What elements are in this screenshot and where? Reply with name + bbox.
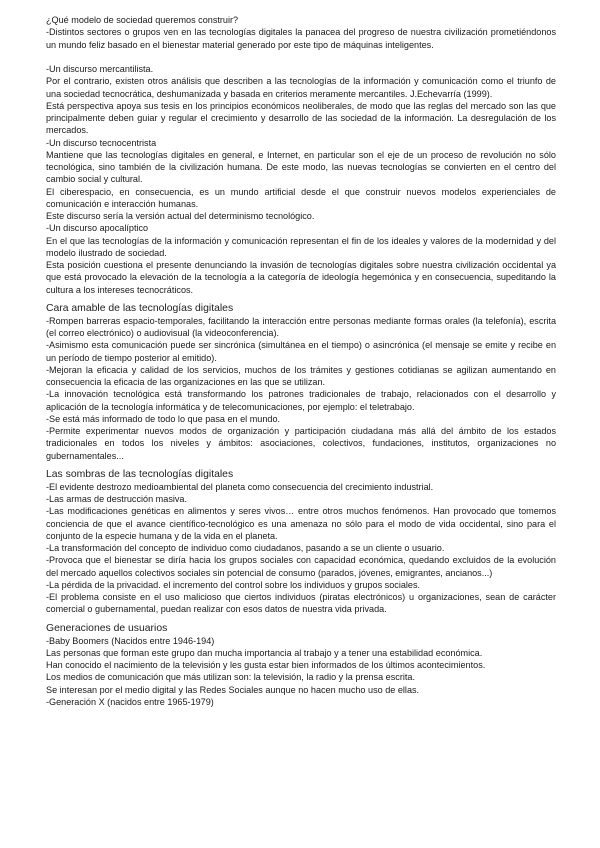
baby-boomers-title: -Baby Boomers (Nacidos entre 1946-194) bbox=[46, 635, 215, 646]
mercantilista-title: -Un discurso mercantilista. bbox=[46, 64, 154, 74]
baby-boomers-line: Las personas que forman este grupo dan mucha importancia al trabajo y a tener una estabilidad económica. bbox=[46, 647, 483, 658]
apocaliptico-title: -Un discurso apocalíptico bbox=[46, 223, 149, 234]
sombras-item: -La pérdida de la privacidad. el incremento del control sobre los individuos y grupos sociales. bbox=[46, 579, 421, 590]
tecnocentrista-paragraph-2: El ciberespacio, en consecuencia, es un mundo artificial desde el que construir nuevos modelos experienciales de comunicación e interacción humanas. bbox=[46, 186, 556, 209]
apocaliptico-paragraph-2: Esta posición cuestiona el presente denunciando la invasión de tecnologías digitales sobre nuestra civilización occidental ya que está provocado la elevación de la tecnología a la categoría de ideología hegemónica y en consecuencia, supeditando la cultura a los intereses tecnocráticos. bbox=[46, 260, 556, 295]
mercantilista-paragraph-2: Está perspectiva apoya sus tesis en los principios económicos neoliberales, de modo que las reglas del mercado son las que principalmente deben guiar y regular el crecimiento y desarrollo de las sociedad de la información. La desregulación de los mercados. bbox=[46, 100, 556, 136]
cara-amable-item: -La innovación tecnológica está transformando los patrones tradicionales de trabajo, relacionados con el desarrollo y aplicación de la tecnología informática y de telecomunicaciones, por ejemplo: el teletrabajo. bbox=[46, 389, 556, 412]
baby-boomers-line: Han conocido el nacimiento de la televisión y les gusta estar bien informados de los últimos acontecimientos. bbox=[46, 660, 486, 670]
gen-x-title: -Generación X (nacidos entre 1965-1979) bbox=[46, 696, 214, 707]
sombras-item: -El evidente destrozo medioambiental del planeta como consecuencia del crecimiento industrial. bbox=[46, 481, 434, 492]
cara-amable-heading: Cara amable de las tecnologías digitales bbox=[46, 302, 234, 314]
tecnocentrista-title: -Un discurso tecnocentrista bbox=[46, 137, 157, 148]
generaciones-heading: Generaciones de usuarios bbox=[46, 622, 168, 634]
sombras-item: -Las modificaciones genéticas en alimentos y seres vivos… entre otros muchos fenómenos. Han provocado que tomemos conciencia de que el avance científico-tecnológico es una amenaza no sólo para el modo de vida occidental, sino para el conjunto de la especie humana y de la vida en el planeta. bbox=[46, 506, 556, 541]
cara-amable-item: -Permite experimentar nuevos modos de organización y participación ciudadana más allá del ámbito de los estados tradicionales en todos los niveles y ámbitos: asociaciones, colectivos, fundaciones, institutos, organizaciones no gubernamentales... bbox=[46, 426, 556, 461]
apocaliptico-paragraph-1: En el que las tecnologías de la información y comunicación representan el fin de los ideales y valores de la modernidad y del modelo ilustrado de sociedad. bbox=[46, 235, 556, 258]
document-page bbox=[46, 14, 556, 708]
sombras-heading: Las sombras de las tecnologías digitales bbox=[46, 468, 234, 480]
cara-amable-item: -Mejoran la eficacia y calidad de los servicios, muchos de los trámites y gestiones cotidianas se agilizan aumentando en consecuencia la eficacia de las organizaciones en las que se utilizan. bbox=[46, 364, 556, 387]
sombras-item: -Provoca que el bienestar se diría hacia los grupos sociales con capacidad económica, quedando excluidos de la evolución del mercado aquellos colectivos sociales sin potencial de consumo (parados, jóvenes, emigrantes, ancianos...) bbox=[46, 555, 556, 578]
intro-paragraph: -Distintos sectores o grupos ven en las tecnologías digitales la panacea del progreso de nuestra civilización prometiéndonos un mundo feliz basado en el bienestar material generado por este tipo de máquinas inteligentes. bbox=[46, 27, 556, 50]
cara-amable-item: -Rompen barreras espacio-temporales, facilitando la interacción entre personas mediante formas orales (la telefonía), escrita (el correo electrónico) o audiovisual (la videoconferencia). bbox=[46, 315, 556, 338]
mercantilista-paragraph-1: Por el contrario, existen otros análisis que describen a las tecnologías de la información y comunicación como el triunfo de una sociedad tecnocrática, deshumanizada y basada en criterios meramente mercantiles. J.Echevarría (1999). bbox=[46, 76, 556, 99]
tecnocentrista-paragraph-1: Mantiene que las tecnologías digitales en general, e Internet, en particular son el eje de un proceso de revolución no sólo tecnológica, sino también de la civilización humana. De este modo, las nuevas tecnologías se convierten en el centro del cambio social y cultural. bbox=[46, 149, 556, 185]
sombras-item: -El problema consiste en el uso malicioso que ciertos individuos (piratas electrónicos) u organizaciones, sean de carácter comercial o gubernamental, puedan realizar con esos datos de nuestra vida privada. bbox=[46, 592, 556, 615]
sombras-item: -La transformación del concepto de individuo como ciudadanos, pasando a se un cliente o usuario. bbox=[46, 543, 445, 553]
sombras-item: -Las armas de destrucción masiva. bbox=[46, 494, 188, 504]
cara-amable-item: -Asimismo esta comunicación puede ser sincrónica (simultánea en el tiempo) o asincrónica (el mensaje se emite y recibe en un período de tiempo posterior al emitido). bbox=[46, 340, 556, 363]
intro-question: ¿Qué modelo de sociedad queremos construir? bbox=[46, 15, 239, 25]
baby-boomers-line: Los medios de comunicación que más utilizan son: la televisión, la radio y la prensa escrita. bbox=[46, 672, 415, 683]
cara-amable-item: -Se está más informado de todo lo que pasa en el mundo. bbox=[46, 413, 281, 424]
spacer bbox=[46, 51, 556, 63]
tecnocentrista-paragraph-3: Este discurso sería la versión actual del determinismo tecnológico. bbox=[46, 211, 315, 221]
baby-boomers-line: Se interesan por el medio digital y las Redes Sociales aunque no hacen mucho uso de ellas. bbox=[46, 684, 420, 695]
